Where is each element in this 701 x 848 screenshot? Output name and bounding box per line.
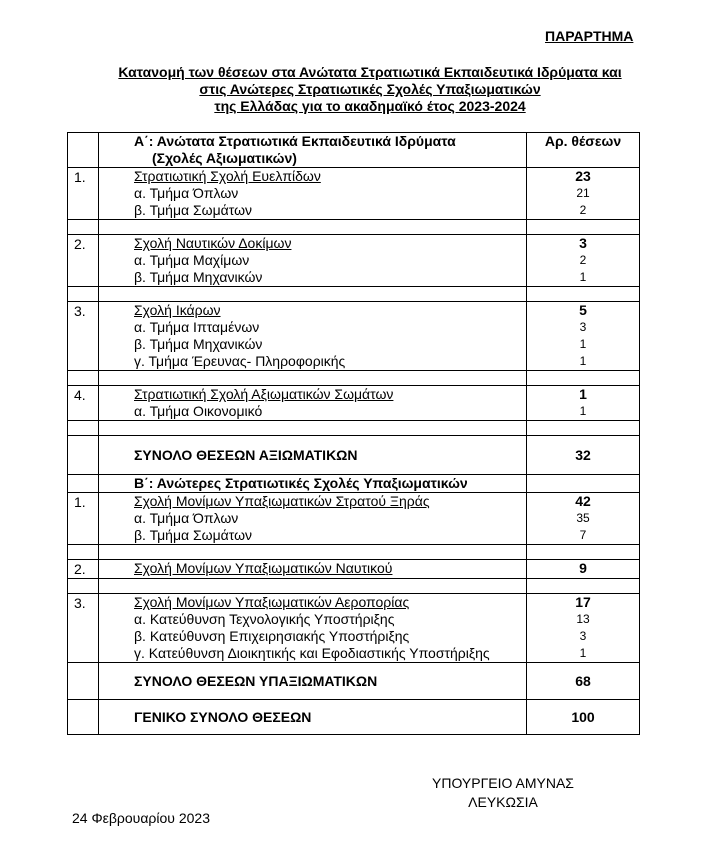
school-row bbox=[68, 594, 640, 663]
section-b-header-row bbox=[68, 475, 640, 493]
school-name: Σχολή Ναυτικών Δοκίμων bbox=[134, 235, 292, 251]
department-count: 1 bbox=[579, 354, 587, 368]
row-number: 2. bbox=[74, 236, 86, 252]
group-a bbox=[68, 168, 640, 421]
document-date: 24 Φεβρουαρίου 2023 bbox=[72, 810, 210, 826]
school-row bbox=[68, 493, 640, 545]
department-label: β. Κατεύθυνση Επιχειρησιακής Υποστήριξης bbox=[134, 628, 410, 644]
department-count: 7 bbox=[579, 528, 587, 542]
department-label: β. Τμήμα Σωμάτων bbox=[134, 202, 253, 218]
school-name: Στρατιωτική Σχολή Αξιωματικών Σωμάτων bbox=[134, 386, 394, 402]
school-name: Σχολή Μονίμων Υπαξιωματικών Αεροπορίας bbox=[134, 594, 410, 610]
total-officers-row bbox=[68, 436, 640, 475]
department-count: 1 bbox=[579, 646, 587, 660]
department-count: 3 bbox=[579, 629, 587, 643]
school-name: Σχολή Ικάρων bbox=[134, 302, 221, 318]
department-count: 35 bbox=[576, 511, 590, 525]
school-total: 9 bbox=[579, 560, 587, 576]
department-count: 13 bbox=[576, 612, 590, 626]
row-number: 3. bbox=[74, 303, 86, 319]
school-name: Σχολή Μονίμων Υπαξιωματικών Ναυτικού bbox=[134, 560, 393, 576]
ministry-city: ΛΕΥΚΩΣΙΑ bbox=[468, 794, 538, 810]
title-line: στις Ανώτερες Στρατιωτικές Σχολές Υπαξιωματικών bbox=[199, 81, 541, 97]
department-count: 1 bbox=[579, 337, 587, 351]
document-title bbox=[60, 64, 680, 115]
group-b bbox=[68, 493, 640, 663]
spacer-row bbox=[68, 579, 640, 594]
total-nco-label: ΣΥΝΟΛΟ ΘΕΣΕΩΝ ΥΠΑΞΙΩΜΑΤΙΚΩΝ bbox=[134, 672, 378, 689]
department-label: β. Τμήμα Μηχανικών bbox=[134, 336, 263, 352]
spacer-row bbox=[68, 421, 640, 436]
department-count: 1 bbox=[579, 404, 587, 418]
row-number: 1. bbox=[74, 494, 86, 510]
title-line: Κατανομή των θέσεων στα Ανώτατα Στρατιωτικά Εκπαιδευτικά Ιδρύματα και bbox=[118, 64, 622, 80]
school-row bbox=[68, 302, 640, 371]
spacer-row bbox=[68, 287, 640, 302]
total-officers-label: ΣΥΝΟΛΟ ΘΕΣΕΩΝ ΑΞΙΩΜΑΤΙΚΩΝ bbox=[134, 446, 358, 463]
grand-total-row bbox=[68, 700, 640, 735]
department-label: α. Τμήμα Μαχίμων bbox=[134, 252, 250, 268]
department-count: 21 bbox=[576, 186, 590, 200]
school-name: Στρατιωτική Σχολή Ευελπίδων bbox=[134, 168, 321, 184]
school-name: Σχολή Μονίμων Υπαξιωματικών Στρατού Ξηράς bbox=[134, 493, 430, 509]
total-nco-value: 68 bbox=[575, 672, 591, 689]
section-a-subtitle: (Σχολές Αξιωματικών) bbox=[152, 150, 297, 166]
total-officers-value: 32 bbox=[575, 446, 591, 463]
department-label: γ. Κατεύθυνση Διοικητικής και Εφοδιαστικής Υποστήριξης bbox=[134, 645, 490, 661]
school-total: 23 bbox=[575, 168, 591, 184]
row-number: 2. bbox=[74, 561, 86, 577]
department-count: 2 bbox=[579, 253, 587, 267]
count-header: Αρ. θέσεων bbox=[544, 133, 622, 149]
school-row bbox=[68, 386, 640, 421]
school-row bbox=[68, 168, 640, 220]
department-label: β. Τμήμα Μηχανικών bbox=[134, 269, 263, 285]
school-row bbox=[68, 560, 640, 579]
school-row bbox=[68, 235, 640, 287]
section-a-title: Α΄: Ανώτατα Στρατιωτικά Εκπαιδευτικά Ιδρύματα bbox=[134, 133, 456, 149]
grand-total-value: 100 bbox=[571, 708, 595, 725]
section-a-header-row bbox=[68, 133, 640, 168]
row-number: 3. bbox=[74, 595, 86, 611]
department-label: α. Τμήμα Όπλων bbox=[134, 185, 239, 201]
ministry-name: ΥΠΟΥΡΓΕΙΟ ΑΜΥΝΑΣ bbox=[432, 775, 574, 791]
row-number: 4. bbox=[74, 387, 86, 403]
grand-total-label: ΓΕΝΙΚΟ ΣΥΝΟΛΟ ΘΕΣΕΩΝ bbox=[134, 708, 312, 725]
title-line: της Ελλάδας για το ακαδημαϊκό έτος 2023-2024 bbox=[214, 98, 526, 114]
annex-label: ΠΑΡΑΡΤΗΜΑ bbox=[545, 28, 634, 44]
positions-table bbox=[67, 132, 640, 735]
department-label: α. Τμήμα Όπλων bbox=[134, 510, 239, 526]
ministry-signature bbox=[425, 774, 581, 812]
section-b-title: Β΄: Ανώτερες Στρατιωτικές Σχολές Υπαξιωματικών bbox=[134, 475, 468, 491]
school-total: 1 bbox=[579, 386, 587, 402]
spacer-row bbox=[68, 371, 640, 386]
department-label: β. Τμήμα Σωμάτων bbox=[134, 527, 253, 543]
school-total: 42 bbox=[575, 493, 591, 509]
spacer-row bbox=[68, 220, 640, 235]
department-label: α. Τμήμα Ιπταμένων bbox=[134, 319, 260, 335]
school-total: 3 bbox=[579, 235, 587, 251]
department-label: γ. Τμήμα Έρευνας- Πληροφορικής bbox=[134, 353, 346, 369]
spacer-row bbox=[68, 545, 640, 560]
department-count: 3 bbox=[579, 320, 587, 334]
department-label: α. Τμήμα Οικονομικό bbox=[134, 403, 263, 419]
school-total: 5 bbox=[579, 302, 587, 318]
department-count: 2 bbox=[579, 203, 587, 217]
total-nco-row bbox=[68, 663, 640, 700]
school-total: 17 bbox=[575, 594, 591, 610]
row-number: 1. bbox=[74, 169, 86, 185]
department-label: α. Κατεύθυνση Τεχνολογικής Υποστήριξης bbox=[134, 611, 395, 627]
department-count: 1 bbox=[579, 270, 587, 284]
